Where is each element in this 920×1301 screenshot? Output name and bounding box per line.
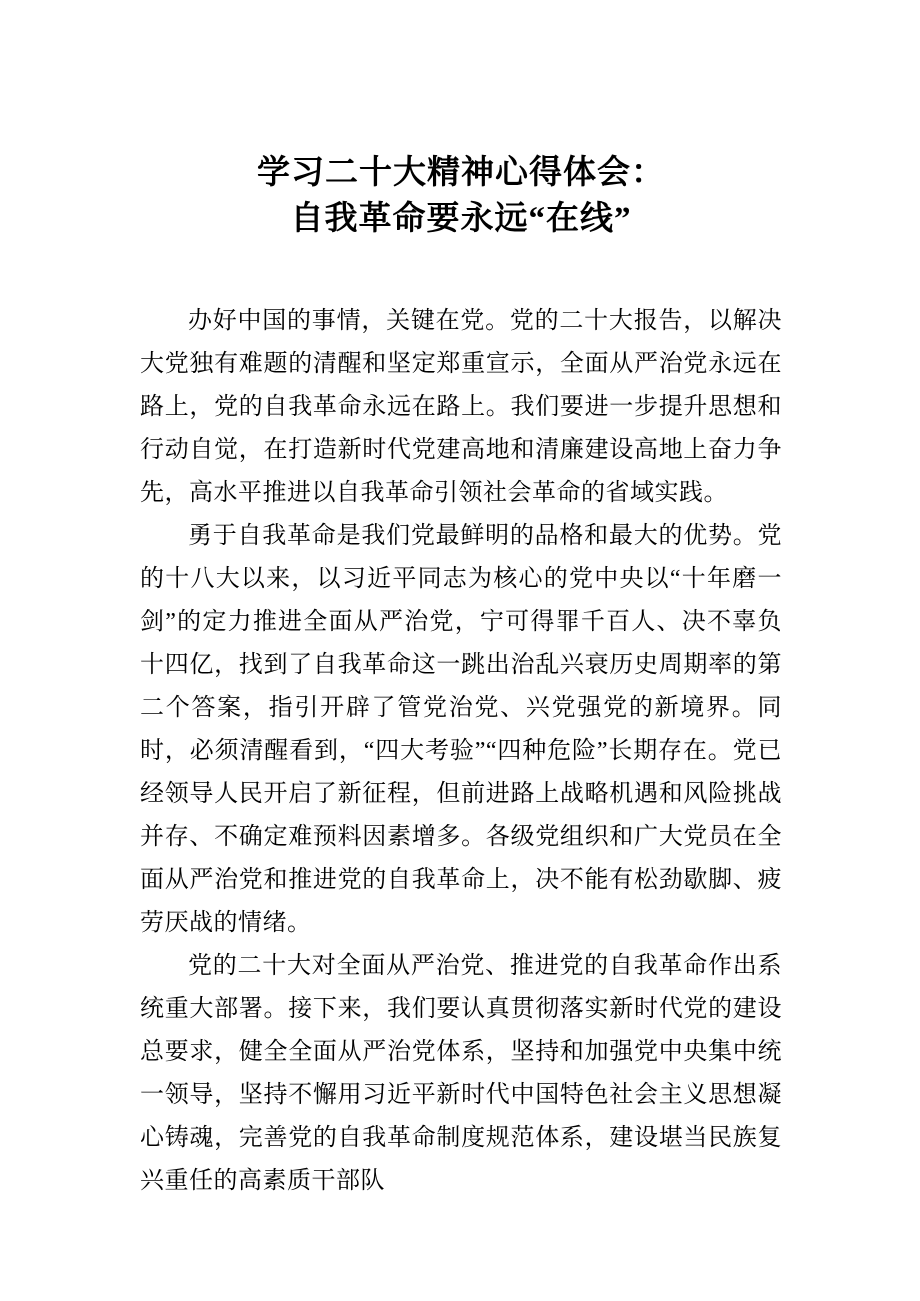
paragraph-2: 勇于自我革命是我们党最鲜明的品格和最大的优势。党的十八大以来，以习近平同志为核心的党中央以“十年磨一剑”的定力推进全面从严治党，宁可得罪千百人、决不辜负十四亿，找到了自我革命这一跳出治乱兴衰历史周期率的第二个答案，指引开辟了管党治党、兴党强党的新境界。同时，必须清醒看到，“四大考验”“四种危险”长期存在。党已经领导人民开启了新征程，但前进路上战略机遇和风险挑战并存、不确定难预料因素增多。各级党组织和广大党员在全面从严治党和推进党的自我革命上，决不能有松劲歇脚、疲劳厌战的情绪。 xyxy=(140,523,782,936)
document-title xyxy=(140,150,782,242)
paragraph-1: 办好中国的事情，关键在党。党的二十大报告，以解决大党独有难题的清醒和坚定郑重宣示，全面从严治党永远在路上，党的自我革命永远在路上。我们要进一步提升思想和行动自觉，在打造新时代党建高地和清廉建设高地上奋力争先，高水平推进以自我革命引领社会革命的省域实践。 xyxy=(140,308,782,506)
title-line-2: 自我革命要永远“在线” xyxy=(290,201,632,237)
paragraph-3: 党的二十大对全面从严治党、推进党的自我革命作出系统重大部署。接下来，我们要认真贯彻落实新时代党的建设总要求，健全全面从严治党体系，坚持和加强党中央集中统一领导，坚持不懈用习近平新时代中国特色社会主义思想凝心铸魂，完善党的自我革命制度规范体系，建设堪当民族复兴重任的高素质干部队 xyxy=(140,953,782,1194)
title-line-1: 学习二十大精神心得体会： xyxy=(257,155,665,191)
document-body xyxy=(140,300,782,1203)
